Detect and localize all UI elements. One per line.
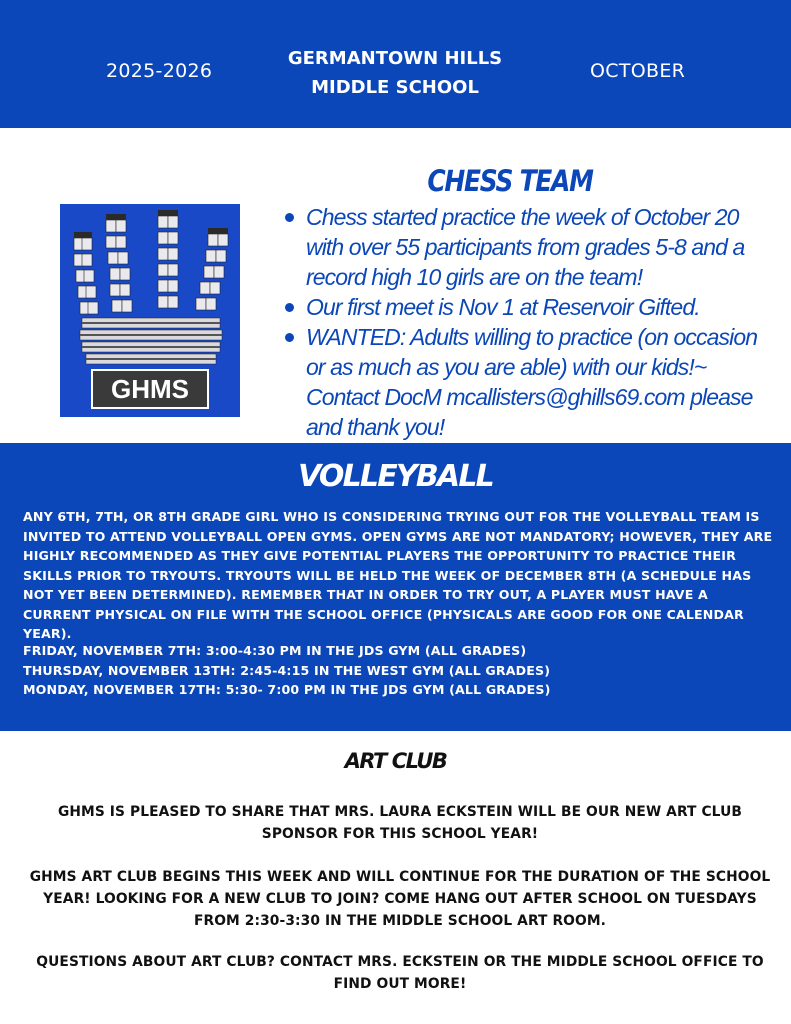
- art-club-paragraph: GHMS IS PLEASED TO SHARE THAT MRS. LAURA ECKSTEIN WILL BE OUR NEW ART CLUB SPONSOR FOR THIS SCHOOL YEAR!: [57, 804, 743, 842]
- newsletter-header: [0, 0, 791, 128]
- schedule-line: THURSDAY, NOVEMBER 13TH: 2:45-4:15 IN THE WEST GYM (ALL GRADES): [23, 662, 551, 678]
- chess-team-photo: [60, 204, 240, 417]
- art-club-paragraph: QUESTIONS ABOUT ART CLUB? CONTACT MRS. ECKSTEIN OR THE MIDDLE SCHOOL OFFICE TO FIND OUT MORE!: [36, 954, 764, 992]
- list-item: [284, 292, 774, 322]
- chess-team-title: CHESS TEAM: [427, 164, 593, 198]
- volleyball-section: [0, 443, 791, 731]
- chess-image-label: GHMS: [111, 374, 189, 404]
- bullet-icon: [285, 213, 294, 222]
- chess-bullet-list: [284, 202, 774, 442]
- school-name: GERMANTOWN HILLS MIDDLE SCHOOL: [287, 48, 503, 98]
- list-item: [284, 322, 774, 442]
- bullet-icon: [285, 303, 294, 312]
- chess-pieces-hand-image: [60, 204, 240, 417]
- schedule-line: MONDAY, NOVEMBER 17TH: 5:30- 7:00 PM IN THE JDS GYM (ALL GRADES): [23, 682, 551, 697]
- newsletter-month: OCTOBER: [590, 60, 686, 82]
- chess-bullet-text: WANTED: Adults willing to practice (on occasion or as much as you are able) with our kids!~ Contact DocM mcallisters@ghills69.com please and thank you!: [306, 324, 758, 440]
- volleyball-description: ANY 6TH, 7TH, OR 8TH GRADE GIRL WHO IS CONSIDERING TRYING OUT FOR THE VOLLEYBALL TEAM IS INVITED TO ATTEND VOLLEYBALL OPEN GYMS. OPEN GYMS ARE NOT MANDATORY; HOWEVER, THEY ARE HIGHLY RECOMMENDED AS THEY GIVE POTENTIAL PLAYERS THE OPPORTUNITY TO PRACTICE THEIR SKILLS PRIOR TO TRYOUTS. TRYOUTS WILL BE HELD THE WEEK OF DECEMBER 8TH (A SCHEDULE HAS NOT YET BEEN DETERMINED). REMEMBER THAT IN ORDER TO TRY OUT, A PLAYER MUST HAVE A CURRENT PHYSICAL ON FILE WITH THE SCHOOL OFFICE (PHYSICALS ARE GOOD FOR ONE CALENDAR YEAR).: [23, 509, 773, 641]
- school-year: 2025-2026: [106, 60, 213, 82]
- art-club-section: [0, 731, 791, 1024]
- volleyball-schedule: [23, 641, 775, 700]
- list-item: [284, 202, 774, 292]
- chess-team-section: [0, 128, 791, 443]
- schedule-line: FRIDAY, NOVEMBER 7TH: 3:00-4:30 PM IN THE JDS GYM (ALL GRADES): [23, 643, 527, 658]
- art-club-title: ART CLUB: [344, 749, 447, 773]
- bullet-icon: [285, 333, 294, 342]
- art-club-paragraph: GHMS ART CLUB BEGINS THIS WEEK AND WILL CONTINUE FOR THE DURATION OF THE SCHOOL YEAR! LOOKING FOR A NEW CLUB TO JOIN? COME HANG OUT AFTER SCHOOL ON TUESDAYS FROM 2:30-3:30 IN THE MIDDLE SCHOOL ART ROOM.: [29, 869, 771, 929]
- volleyball-title: VOLLEYBALL: [298, 459, 493, 494]
- chess-bullet-text: Chess started practice the week of October 20 with over 55 participants from grades 5-8 and a record high 10 girls are on the team!: [306, 204, 745, 290]
- chess-bullet-text: Our first meet is Nov 1 at Reservoir Gifted.: [306, 294, 700, 320]
